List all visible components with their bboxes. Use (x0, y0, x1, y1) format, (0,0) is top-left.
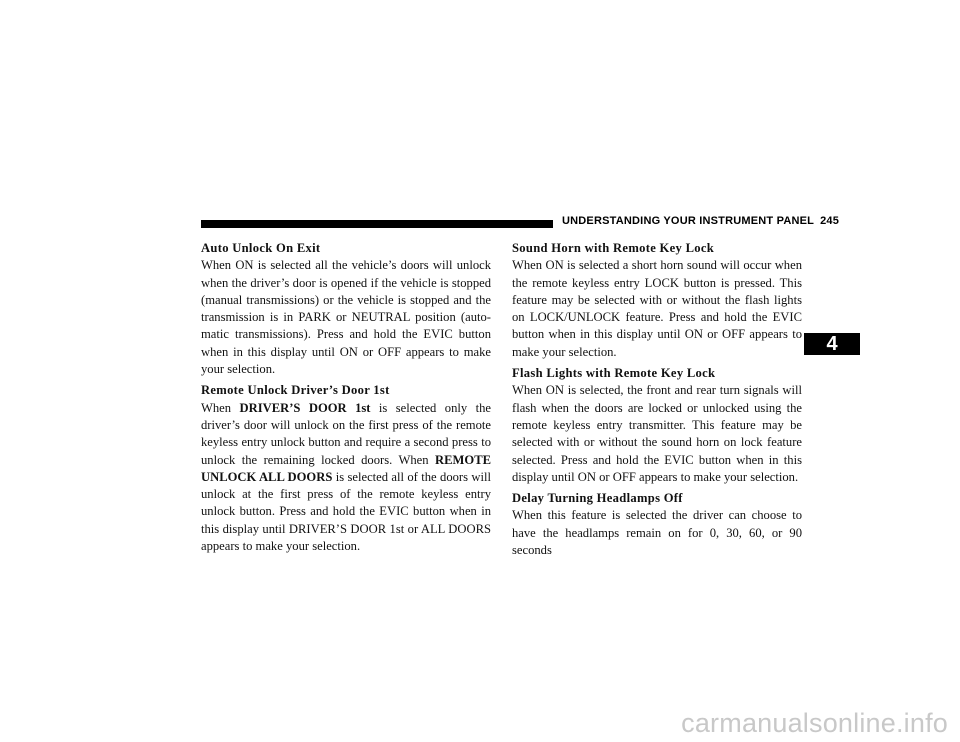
watermark-text: carmanualsonline.info (681, 708, 948, 738)
section-body: When ON is selected all the vehicle’s doors will unlock when the driver’s door is opened if the vehicle is stopped (manual transmissions) or the vehicle is stopped and the transmission is in PARK or NEUTRAL position (auto-matic transmissions). Press and hold the EVIC button when in this display until ON or OFF appears to make your selection. (201, 258, 491, 377)
body-text: When (201, 400, 240, 415)
right-column (512, 240, 802, 563)
running-header (562, 215, 839, 227)
left-column (201, 240, 491, 559)
option-all-doors: REMOTE UNLOCK ALL DOORS (201, 452, 491, 484)
section-body (201, 400, 491, 556)
header-rule (201, 220, 553, 228)
section-flash-lights (512, 365, 802, 486)
section-body: When this feature is selected the driver can choose to have the headlamps remain on for 0, 30, 60, or 90 seconds (512, 508, 802, 558)
section-heading: Delay Turning Headlamps Off (512, 491, 683, 506)
section-remote-unlock (201, 382, 491, 555)
section-heading: Auto Unlock On Exit (201, 241, 321, 255)
section-sound-horn (512, 240, 802, 361)
option-drivers-door: DRIVER’S DOOR 1st (239, 400, 371, 415)
section-delay-headlamps (512, 490, 802, 559)
section-body: When ON is selected, the front and rear turn signals will flash when the doors are locked or unlocked using the remote keyless entry transmitter. This feature may be selected with or without the sound horn on lock feature selected. Press and hold the EVIC button when in this display until ON or OFF appears to make your selection. (512, 383, 802, 484)
body-text: is selected only the driver’s door will unlock on the first press of the remote keyless entry unlock button and require a second press to unlock the remaining locked doors. When (201, 400, 492, 467)
body-text: is selected all of the doors will unlock at the first press of the remote keyless entry unlock button. Press and hold the EVIC button when in this display until DRIVER’S DOOR 1st or ALL DOORS appears to make your selection. (201, 469, 491, 554)
section-heading: Flash Lights with Remote Key Lock (512, 366, 716, 381)
chapter-tab: 4 (804, 333, 860, 355)
page-number: 245 (820, 215, 840, 227)
section-auto-unlock (201, 240, 491, 378)
section-title: UNDERSTANDING YOUR INSTRUMENT PANEL (562, 215, 815, 227)
section-body: When ON is selected a short horn sound will occur when the remote keyless entry LOCK button is pressed. This feature may be selected with or without the flash lights on LOCK/UNLOCK feature. Press and hold the EVIC button when in this display until ON or OFF appears to make your selection. (512, 258, 802, 359)
section-heading: Remote Unlock Driver’s Door 1st (201, 383, 390, 398)
section-heading: Sound Horn with Remote Key Lock (512, 241, 715, 255)
